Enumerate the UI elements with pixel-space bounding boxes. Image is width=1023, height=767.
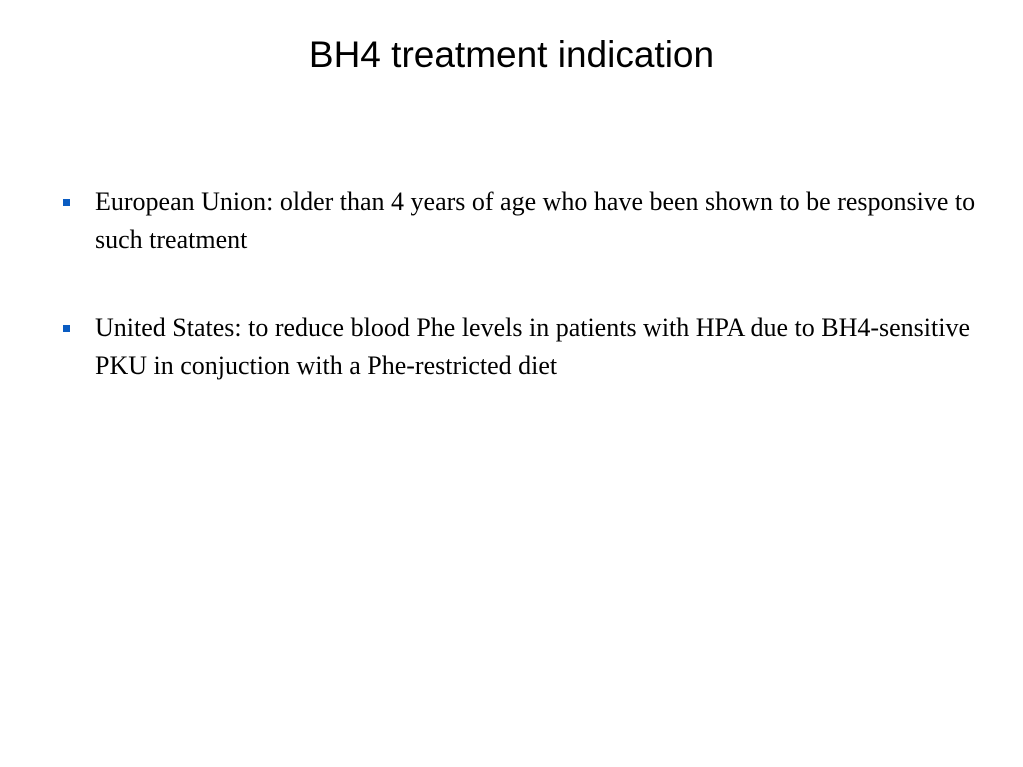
square-bullet-icon <box>63 199 70 206</box>
bullet-item-us <box>60 309 990 385</box>
square-bullet-icon <box>63 325 70 332</box>
bullet-text: European Union: older than 4 years of age who have been shown to be responsive to such treatment <box>95 187 976 254</box>
bullet-text: United States: to reduce blood Phe levels in patients with HPA due to BH4-sensitive PKU in conjuction with a Phe-restricted diet <box>95 313 970 380</box>
bullet-list <box>60 183 990 435</box>
slide-title: BH4 treatment indication <box>308 34 715 75</box>
bullet-item-eu <box>60 183 990 259</box>
